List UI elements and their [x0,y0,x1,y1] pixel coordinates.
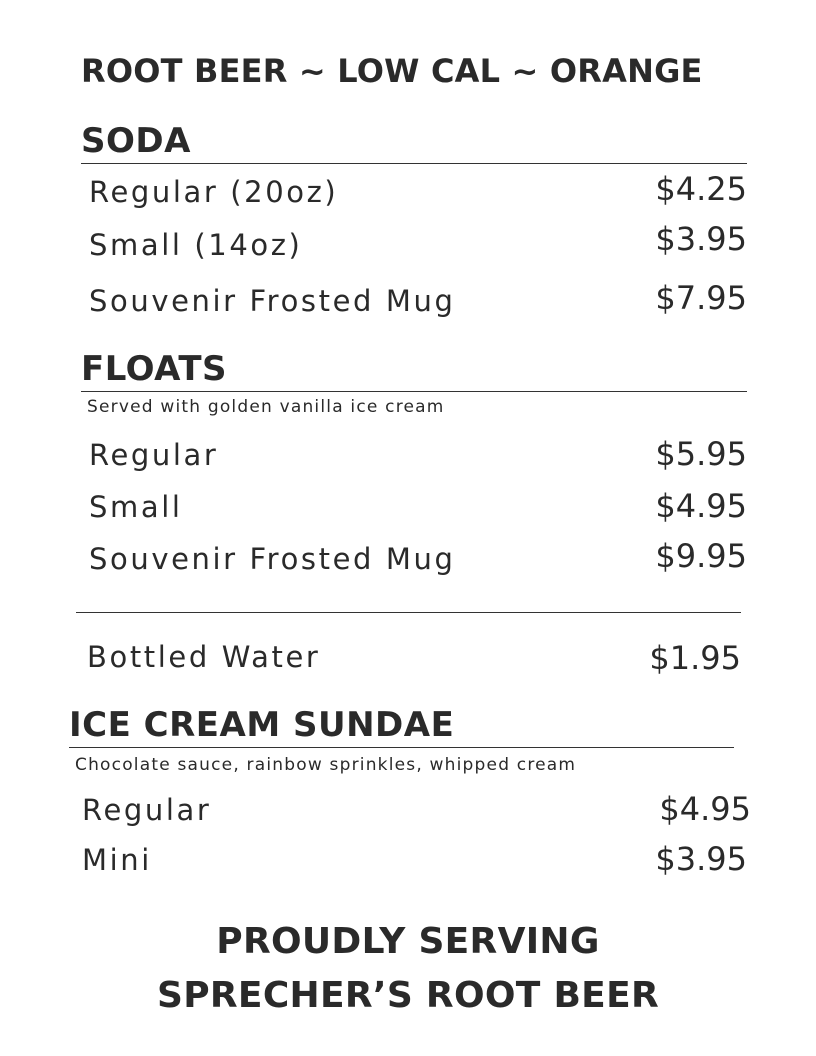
floats-note: Served with golden vanilla ice cream [87,397,445,417]
sundae-item-regular: Regular [82,793,212,827]
soda-price-regular: $4.25 [655,170,747,208]
floats-item-regular: Regular [89,438,219,472]
sundae-price-regular: $4.95 [659,790,751,828]
footer-line-1: PROUDLY SERVING [216,921,600,962]
sundae-note: Chocolate sauce, rainbow sprinkles, whipped cream [75,755,577,775]
floats-item-mug: Souvenir Frosted Mug [89,542,456,576]
soda-price-mug: $7.95 [655,279,747,317]
flavors-title: ROOT BEER ~ LOW CAL ~ ORANGE [81,52,703,90]
floats-divider [81,391,747,392]
sundae-divider [69,747,734,748]
soda-divider [81,163,747,164]
floats-price-small: $4.95 [655,487,747,525]
floats-item-small: Small [89,490,183,524]
water-price: $1.95 [649,639,741,677]
soda-item-small: Small (14oz) [89,228,303,262]
water-divider [76,612,741,613]
soda-price-small: $3.95 [655,220,747,258]
floats-price-mug: $9.95 [655,537,747,575]
sundae-item-mini: Mini [82,843,152,877]
soda-item-regular: Regular (20oz) [89,175,339,209]
floats-price-regular: $5.95 [655,435,747,473]
floats-heading: FLOATS [81,349,228,389]
soda-heading: SODA [81,121,191,161]
footer-line-2: SPRECHER’S ROOT BEER [157,975,659,1016]
water-item: Bottled Water [87,640,321,674]
sundae-price-mini: $3.95 [655,840,747,878]
sundae-heading: ICE CREAM SUNDAE [69,705,455,745]
soda-item-mug: Souvenir Frosted Mug [89,284,456,318]
